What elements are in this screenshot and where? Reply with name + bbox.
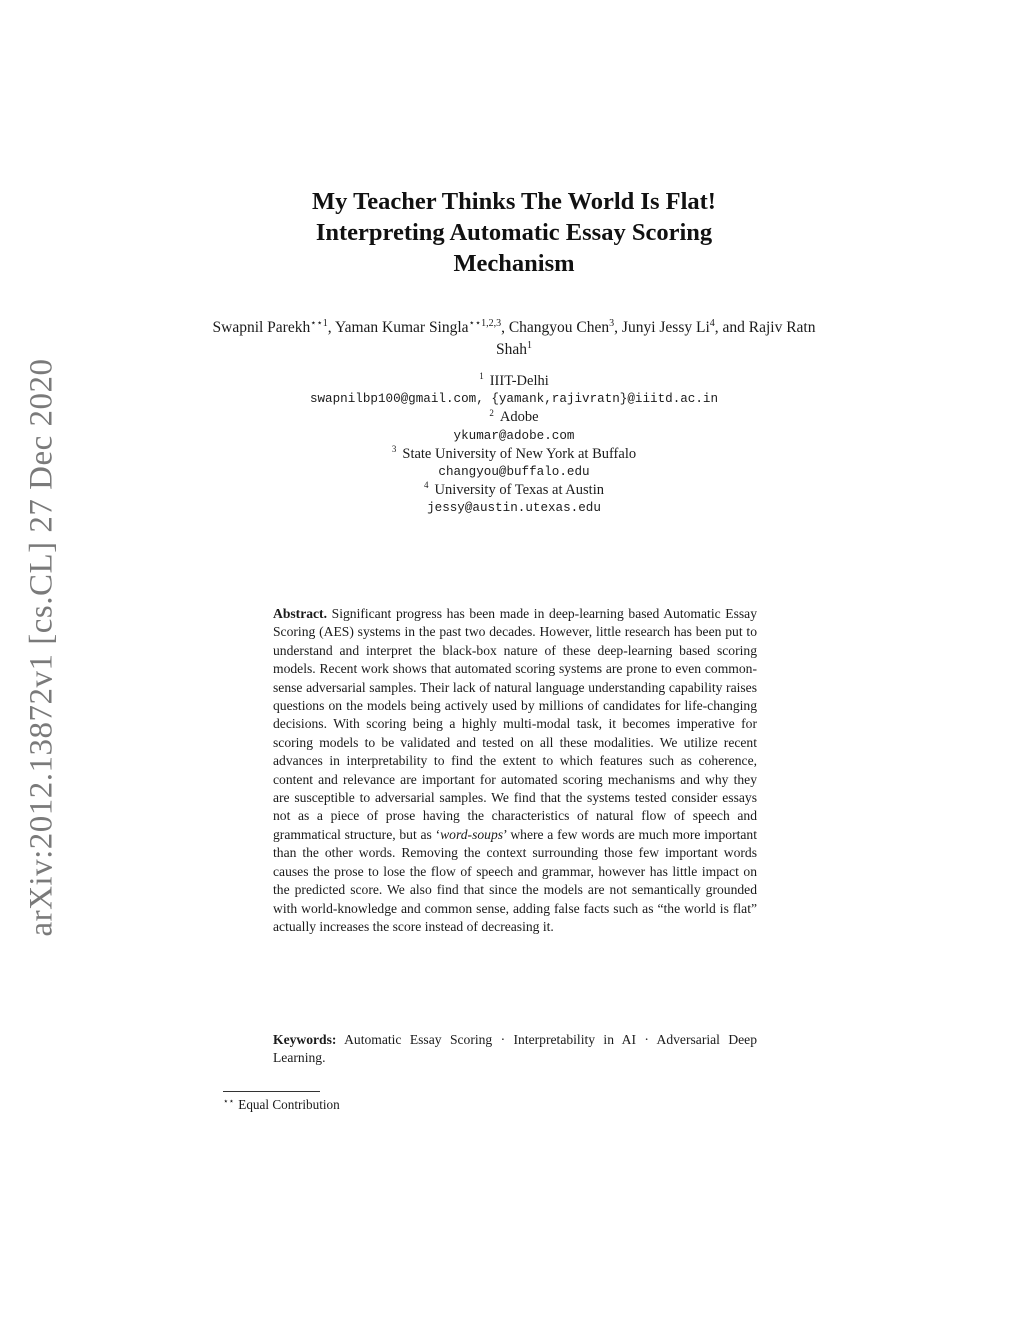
author-affiliation-mark: 3 [609,317,615,329]
affiliation-name: University of Texas at Austin [434,482,604,499]
keywords [273,1031,757,1068]
author-affiliation-mark: ⋆⋆1 [310,317,328,329]
author-affiliation-mark: 4 [709,317,715,329]
affiliation-number: 1 [479,371,484,382]
affiliation-name: State University of New York at Buffalo [402,445,637,462]
abstract-emphasis: word-soups [440,826,504,842]
affiliation-email: ykumar@adobe.com [453,428,575,443]
author-name: , Yaman Kumar Singla [327,319,469,336]
affiliation-name: IIIT-Delhi [489,373,549,389]
title-line: Interpreting Automatic Essay Scoring [315,219,713,246]
title-line: Mechanism [453,250,575,277]
affiliation-line [232,445,796,463]
footnote-mark: ⋆⋆ [223,1095,235,1106]
footnote-divider [223,1091,320,1092]
abstract-label: Abstract. [273,606,327,621]
abstract-text: ’ where a few words are much more important than the other words. Removing the context surrounding those few important words causes the prose to lose the flow of speech and grammar, however has little impact on the predicted score. We also find that since the models are not semantically grounded with world-knowledge and common sense, adding false facts such as “the world is flat” actually increases the score instead of decreasing it. [273,826,757,934]
author-name: Swapnil Parekh [212,319,311,336]
affiliations [232,372,796,518]
affiliation-email: changyou@buffalo.edu [438,465,590,480]
affiliation-line [232,408,796,426]
author-name: , and Rajiv Ratn Shah [496,319,816,358]
author-name: , Changyou Chen [501,319,610,336]
keywords-text: Automatic Essay Scoring · Interpretability in AI · Adversarial Deep Learning. [273,1032,757,1066]
affiliation-email: swapnilbp100@gmail.com, {yamank,rajivratn}@iiitd.ac.in [309,392,719,407]
footnote-text: Equal Contribution [238,1097,340,1112]
title-line: My Teacher Thinks The World Is Flat! [312,188,716,215]
arxiv-identifier-text: arXiv:2012.13872v1 [cs.CL] 27 Dec 2020 [23,357,60,937]
affiliation-number: 3 [391,443,397,454]
affiliation-line [232,372,796,390]
abstract [273,605,757,936]
affiliation-name: Adobe [499,409,539,426]
author-name: , Junyi Jessy Li [614,319,710,336]
arxiv-identifier-stamp [22,352,62,942]
author-affiliation-mark: ⋆⋆1,2,3 [468,317,502,329]
keywords-label: Keywords: [273,1032,337,1047]
author-list [212,317,816,361]
affiliation-number: 4 [424,480,429,491]
footnote [223,1096,623,1113]
abstract-text: Significant progress has been made in deep-learning based Automatic Essay Scoring (AES) systems in the past two decades. However, little research has been put to understand and interpret the black-box nature of these deep-learning based scoring models. Recent work shows that automated scoring systems are prone to even common-sense adversarial samples. Their lack of natural language understanding capability raises questions on the models being actively used by millions of candidates for life-changing decisions. With scoring being a highly multi-modal task, it becomes imperative for scoring models to be validated and tested on all these modalities. We utilize recent advances in interpretability to find the extent to which features such as coherence, content and relevance are important for automated scoring mechanisms and why they are susceptible to adversarial samples. We find that the systems tested consider essays not as a piece of prose having the characteristics of natural flow of speech and grammatical structure, but as ‘ [273,606,757,842]
author-affiliation-mark: 1 [527,339,532,351]
affiliation-email: jessy@austin.utexas.edu [427,501,601,516]
paper-title [232,186,796,279]
affiliation-line [232,481,796,499]
affiliation-number: 2 [489,407,494,418]
